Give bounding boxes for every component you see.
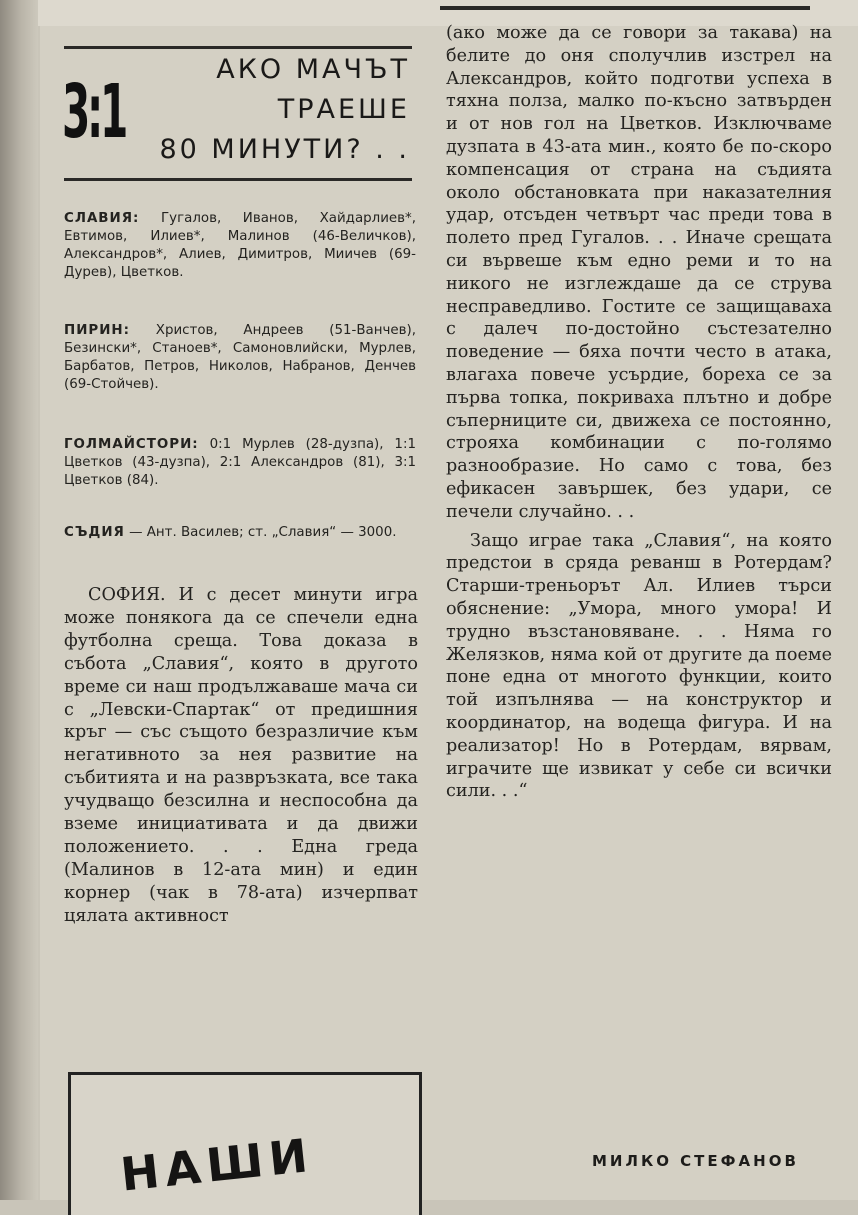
team-label-slavia: СЛАВИЯ: (64, 211, 140, 226)
referee-line (64, 524, 416, 542)
team-players-pirin: Христов, Андреев (51-Ванчев), Безински*, Станоев*, Самоновлийски, Мурлев, Барбатов, Петров, Николов, Набранов, Денчев (69-Стойчев). (64, 323, 417, 392)
body-paragraph-1: СОФИЯ. И с десет минути игра може понякога да се спечели една футболна среща. Това доказа в събота „Славия“, която в другото време си наш продължаваше мача си с „Левски-Спартак“ от предишния кръг — със същото безразличие към негативното за нея развитие на събитията и на развръзката, все така учудващо безсилна и неспособна да вземе инициативата и да движи положението. . . Една греда (Малинов в 12-ата мин) и един корнер (чак в 78-ата) изчерпват цялата активност (64, 585, 418, 926)
article-body-left (64, 584, 418, 928)
referee-label: СЪДИЯ (64, 525, 125, 540)
headline-line-3: 80 МИНУТИ? . . (159, 134, 410, 165)
referee-info: — Ант. Василев; ст. „Славия“ — 3000. (129, 525, 397, 540)
team-label-pirin: ПИРИН: (64, 323, 130, 338)
headline-line-1: АКО МАЧЪТ (216, 54, 410, 85)
next-article-heading: НАШИ (118, 1127, 317, 1202)
score-numeral: 3:1 (62, 69, 126, 155)
scorers (64, 436, 416, 490)
top-rule (440, 6, 810, 10)
lineup-pirin (64, 322, 416, 394)
scorers-label: ГОЛМАЙСТОРИ: (64, 437, 199, 452)
article-body-right (446, 22, 832, 803)
page-binding-shadow (0, 0, 38, 1200)
headline (138, 50, 410, 170)
header-top-rule (64, 46, 412, 49)
body-paragraph-2: (ако може да се говори за такава) на белите до оня сполучлив изстрел на Александров, който подготви успеха в тяхна полза, малко по-късно затвърден и от нов гол на Цветков. Изключваме дузпата в 43-ата мин., която бе по-скоро компенсация от страна на съдията около обстановката при наказателния удар, отсъден четвърт час преди това в полето пред Гугалов. . . Иначе срещата си вървеше към едно реми и то на никого не изглеждаше да се струва несправедливо. Гостите се защищаваха с далеч по-достойно състезателно поведение — бяха почти често в атака, влагаха повече усърдие, бореха се за първа топка, покриваха плътно и добре съперниците си, движеха се постоянно, строяха комбинации с по-голямо разнообразие. Но само с това, без ефикасен завършек, без удари, се печели случайно. . . (446, 23, 832, 522)
scorers-list: 0:1 Мурлев (28-дузпа), 1:1 Цветков (43-дузпа), 2:1 Александров (81), 3:1 Цветков (84). (64, 437, 416, 488)
body-paragraph-3: Защо играе така „Славия“, на която предстои в сряда реванш в Ротердам? Старши-треньорът Ал. Илиев търси обяснение: „Умора, много умора! И трудно възстановяване. . . Няма го Желязков, няма кой от другите да поеме поне една от многото функции, които той изпълнява — на конструктор и координатор, на водеща фигура. И на реализатор! Но в Ротердам, вярвам, играчите ще извикат у себе си всички сили. . .“ (446, 530, 832, 802)
lineup-slavia (64, 210, 416, 282)
headline-line-2: ТРАЕШЕ (277, 94, 410, 125)
team-players-slavia: Гугалов, Иванов, Хайдарлиев*, Евтимов, Илиев*, Малинов (46-Величков), Александров*, Алиев, Димитров, Миичев (69-Дурев), Цветков. (64, 211, 416, 280)
author-byline: МИЛКО СТЕФАНОВ (592, 1152, 799, 1170)
header-bottom-rule (64, 178, 412, 181)
